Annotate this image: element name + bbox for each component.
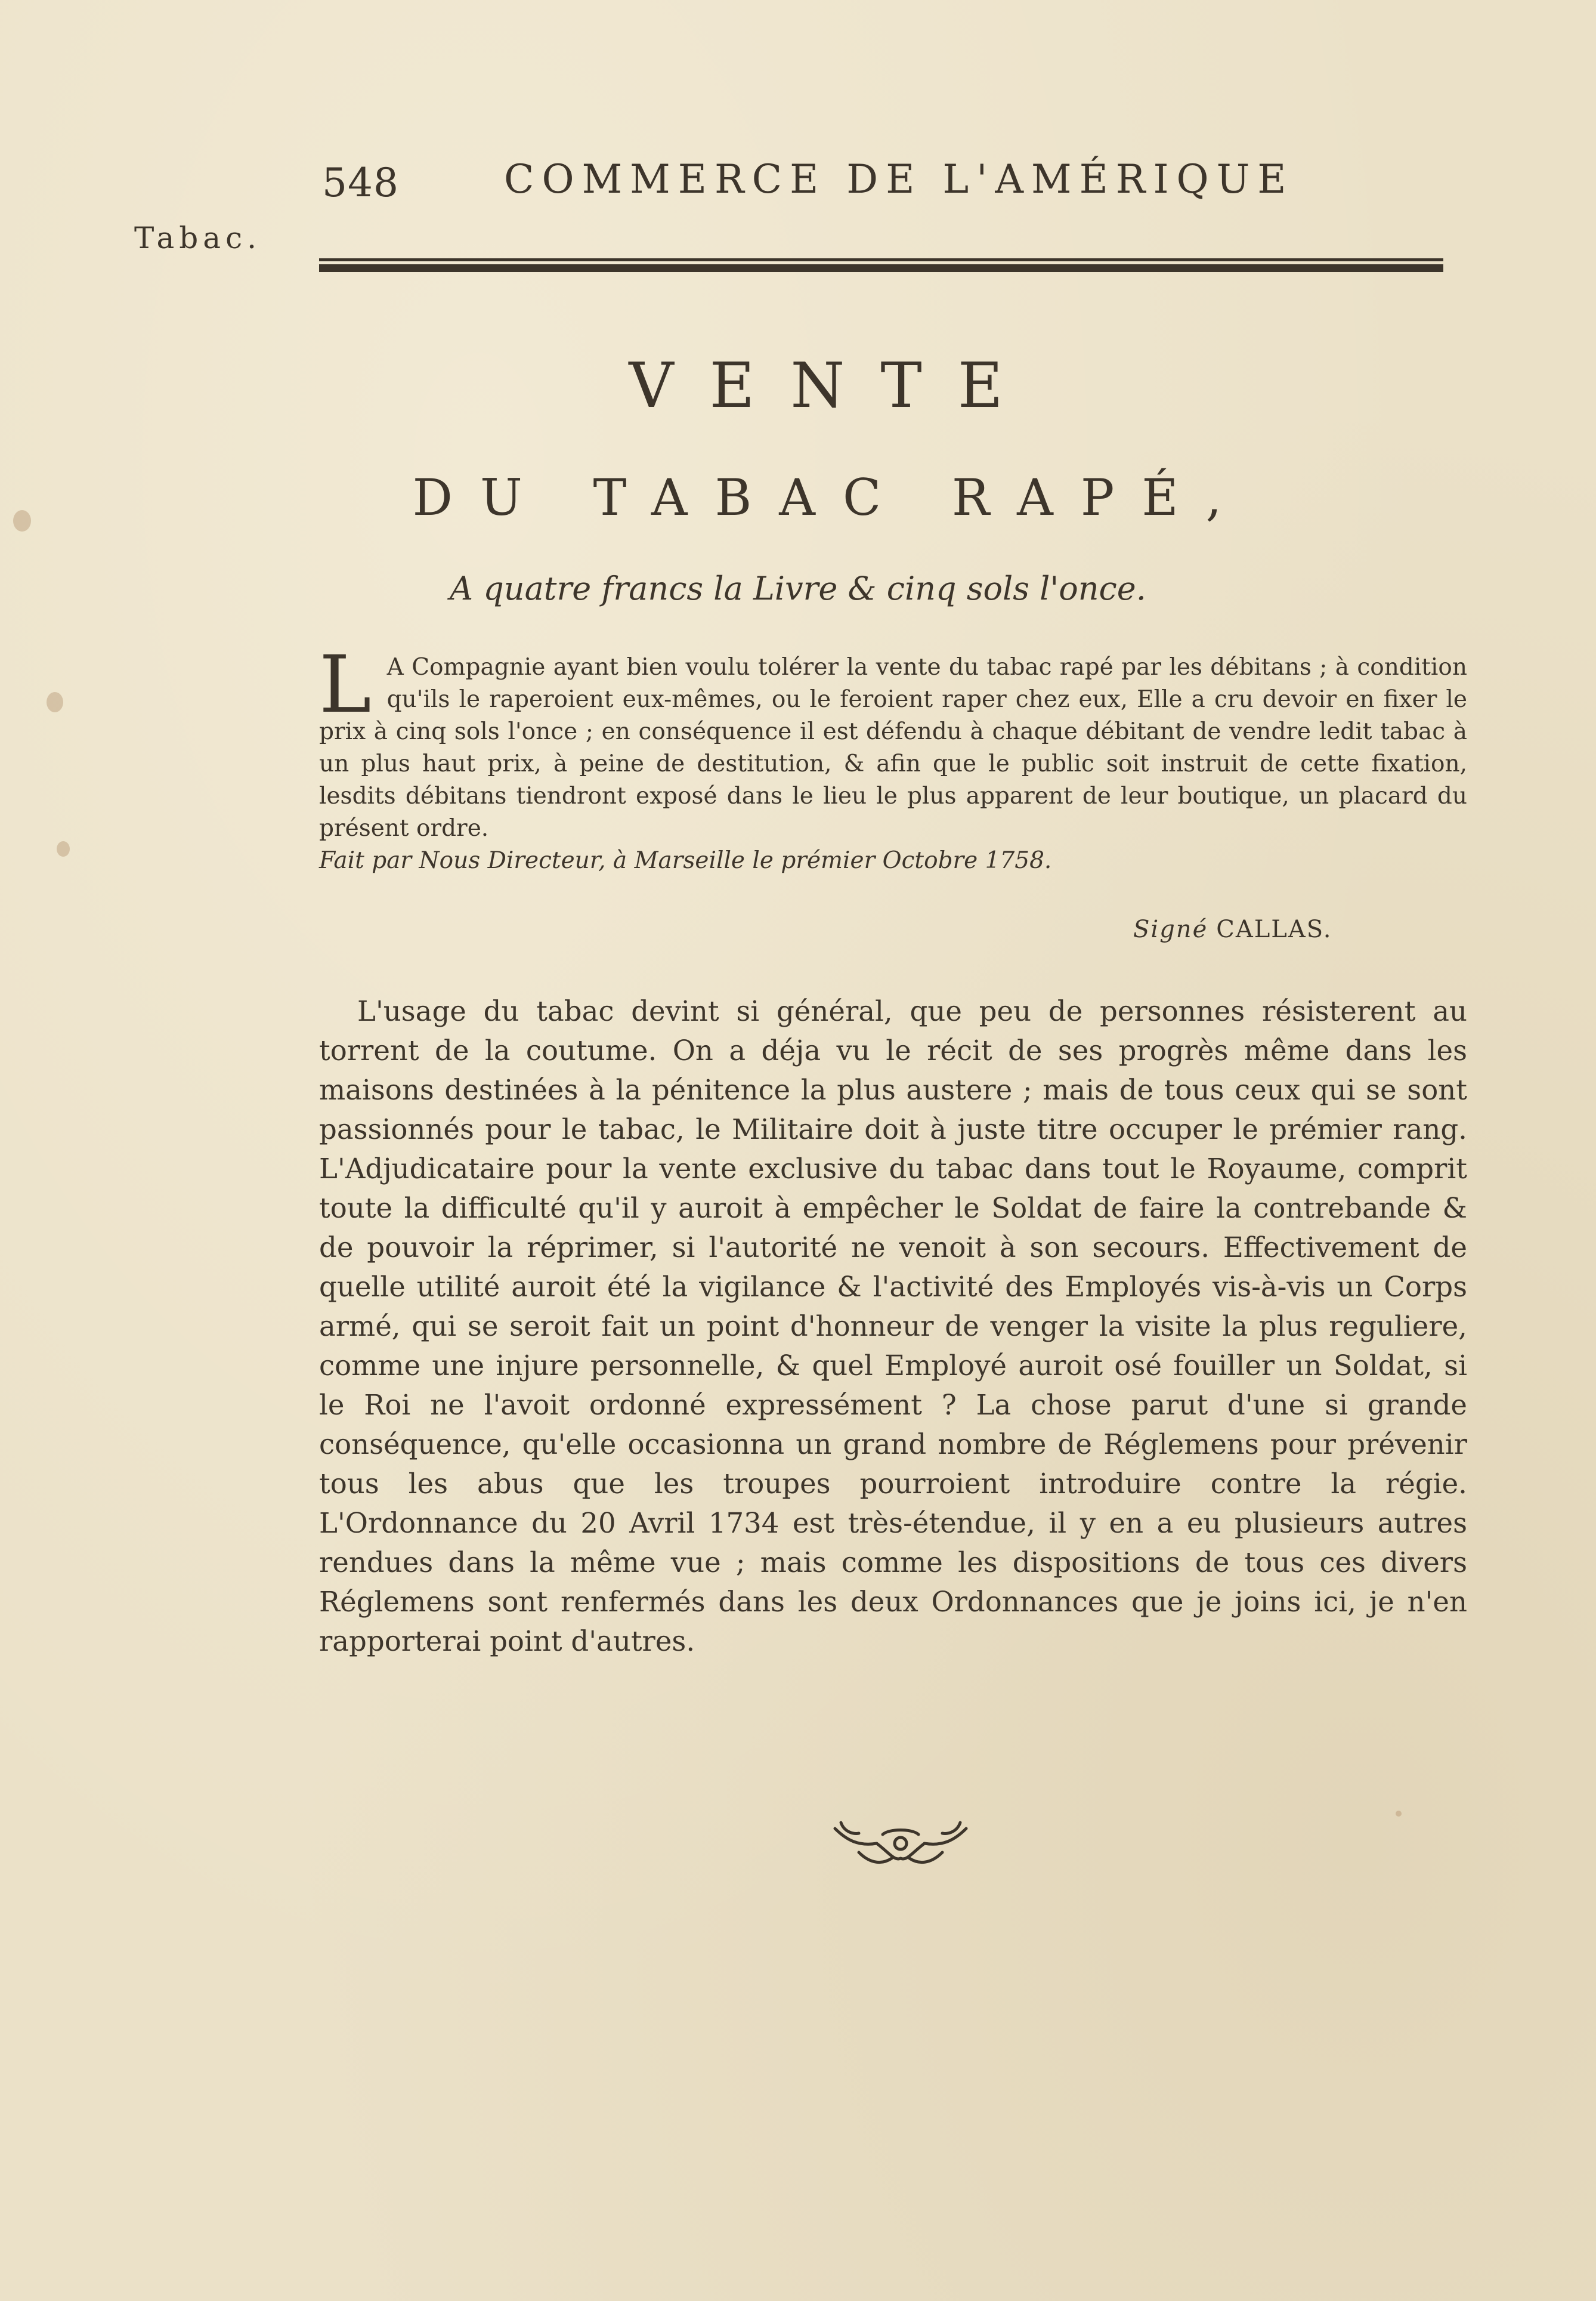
ordinance-closing: Fait par Nous Directeur, à Marseille le prémier Octobre 1758. bbox=[319, 847, 1052, 874]
page-number: 548 bbox=[322, 160, 399, 206]
fleuron-ornament-icon bbox=[823, 1817, 978, 1870]
signed-label: Signé bbox=[1133, 916, 1208, 943]
running-head: COMMERCE DE L'AMÉRIQUE bbox=[504, 156, 1294, 202]
body-paragraph: L'usage du tabac devint si général, que peu de personnes résisterent au torrent de la coutume. On a déja vu le récit de ses progrès même dans les maisons destinées à la pénitence la plus austere ; mais de tous ceux qui se sont passionnés pour le tabac, le Militaire doit à juste titre occuper le prémier rang. L'Adjudicataire pour la vente exclusive du tabac dans tout le Royaume, comprit toute la difficulté qu'il y auroit à empêcher le Soldat de faire la contrebande & de pouvoir la réprimer, si l'autorité ne venoit à son secours. Effectivement de quelle utilité auroit été la vigilance & l'activité des Employés vis-à-vis un Corps armé, qui se seroit fait un point d'honneur de venger la visite la plus reguliere, comme une injure personnelle, & quel Employé auroit osé fouiller un Soldat, si le Roi ne l'avoit ordonné expressément ? La chose parut d'une si grande conséquence, qu'elle occasionna un grand nombre de Réglemens pour prévenir tous les abus que les troupes pourroient introduire contre la régie. L'Ordonnance du 20 Avril 1734 est très-étendue, il y en a eu plusieurs autres rendues dans la même vue ; mais comme les dispositions de tous ces divers Réglemens sont renfermés dans les deux Ordonnances que je joins ici, je n'en rapporterai point d'autres. bbox=[319, 995, 1467, 1657]
signed-name: CALLAS. bbox=[1216, 916, 1332, 943]
ordinance-block bbox=[319, 639, 1467, 877]
signature bbox=[1133, 916, 1332, 943]
ordinance-text: A Compagnie ayant bien voulu tolérer la vente du tabac rapé par les débitans ; à condition qu'ils le raperoient eux-mêmes, ou le feroient raper chez eux, Elle a cru devoir en fixer le prix à cinq sols l'once ; en conséquence il est défendu à chaque débitant de vendre ledit tabac à un plus haut prix, à peine de destitution, & afin que le public soit instruit de cette fixation, lesdits débitans tiendront exposé dans le lieu le plus apparent de leur boutique, un placard du présent ordre. bbox=[319, 654, 1467, 842]
paper-stain bbox=[47, 692, 63, 712]
title-main: VENTE bbox=[629, 349, 1039, 422]
paper-stain bbox=[57, 841, 70, 857]
paper-stain bbox=[1396, 1811, 1402, 1817]
header-rule-thick bbox=[319, 264, 1443, 272]
title-sub: DU TABAC RAPÉ, bbox=[412, 468, 1249, 527]
margin-note: Tabac. bbox=[134, 221, 261, 255]
header-rule-thin bbox=[319, 258, 1443, 261]
drop-cap: L bbox=[319, 639, 372, 731]
title-price-line: A quatre francs la Livre & cinq sols l'once. bbox=[450, 570, 1146, 607]
